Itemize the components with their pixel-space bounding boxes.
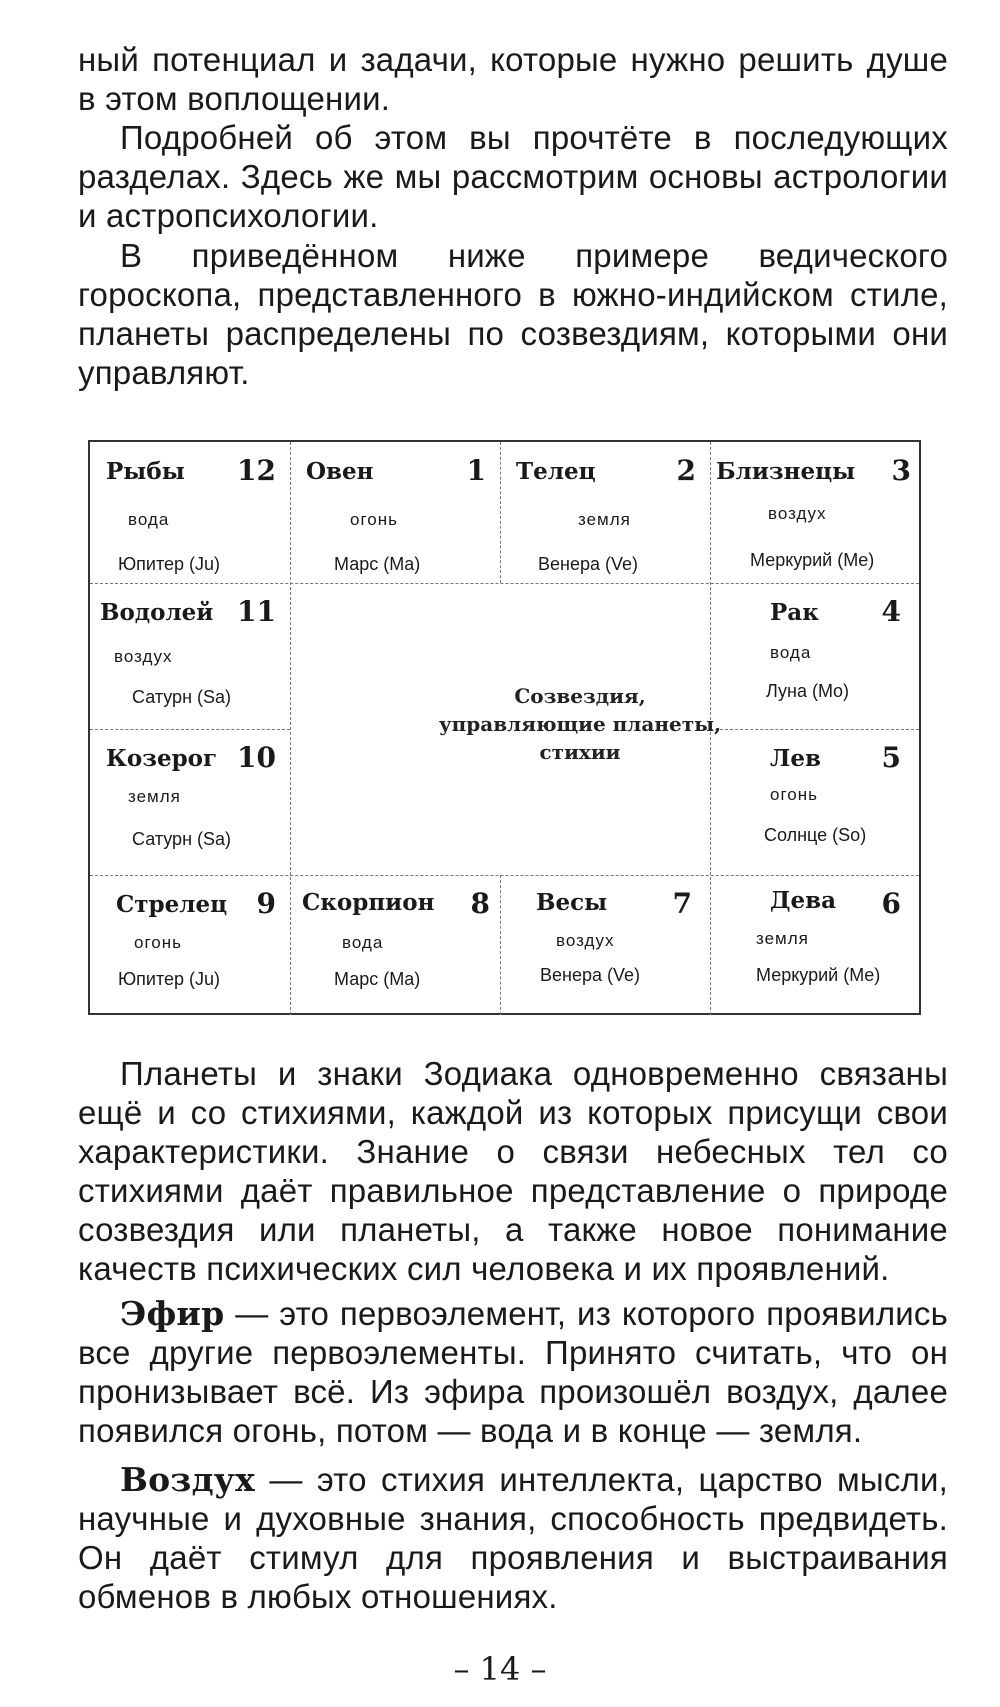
sign-number: 2 bbox=[676, 454, 696, 487]
chart-center-label bbox=[390, 682, 770, 766]
sign-name: Телец bbox=[516, 458, 596, 485]
sign-name: Рак bbox=[770, 599, 819, 626]
sign-planet: Юпитер (Ju) bbox=[118, 554, 221, 574]
sign-number: 8 bbox=[470, 887, 490, 920]
center-label-line: Созвездия, bbox=[514, 684, 646, 708]
paragraph-3 bbox=[78, 236, 948, 392]
term-ether: Эфир bbox=[120, 1294, 225, 1333]
cell-capricorn bbox=[90, 729, 290, 875]
sign-name: Овен bbox=[306, 458, 374, 485]
sign-name: Водолей bbox=[100, 599, 214, 626]
paragraph-1-text: ный потенциал и задачи, которые нужно решить душе в этом воплощении. bbox=[78, 41, 948, 117]
sign-number: 10 bbox=[237, 741, 276, 774]
paragraph-3-text: В приведённом ниже примере ведического гороскопа, представленного в южно-индийском стиле, планеты распределены по созвездиям, которыми они управляют. bbox=[78, 237, 948, 391]
sign-element: земля bbox=[578, 510, 631, 529]
paragraph-6 bbox=[78, 1460, 948, 1616]
sign-planet: Луна (Mo) bbox=[766, 681, 849, 701]
paragraph-1 bbox=[78, 40, 948, 118]
sign-name: Стрелец bbox=[116, 891, 228, 918]
sign-planet: Меркурий (Me) bbox=[756, 965, 881, 985]
term-air: Воздух bbox=[120, 1460, 255, 1499]
cell-sagittarius bbox=[90, 875, 290, 1015]
paragraph-2 bbox=[78, 118, 948, 235]
sign-element: воздух bbox=[114, 647, 173, 666]
sign-planet: Юпитер (Ju) bbox=[118, 969, 221, 989]
sign-name: Лев bbox=[770, 745, 821, 772]
sign-planet: Марс (Ma) bbox=[334, 554, 421, 574]
sign-element: огонь bbox=[134, 933, 182, 952]
sign-number: 12 bbox=[237, 454, 276, 487]
sign-number: 11 bbox=[237, 595, 276, 628]
sign-number: 3 bbox=[891, 454, 911, 487]
sign-name: Скорпион bbox=[302, 889, 435, 916]
center-label-line: стихии bbox=[539, 740, 621, 764]
sign-element: вода bbox=[770, 643, 812, 662]
sign-planet: Венера (Ve) bbox=[538, 554, 639, 574]
sign-number: 6 bbox=[881, 887, 901, 920]
sign-name: Козерог bbox=[106, 745, 218, 772]
paragraph-4 bbox=[78, 1054, 948, 1288]
paragraph-5-text: — это первоэлемент, из которого проявились все другие первоэлементы. Принято считать, что он пронизывает всё. Из эфира произошёл воздух, далее появился огонь, потом — вода и в конце — земля. bbox=[78, 1295, 948, 1449]
sign-name: Дева bbox=[770, 887, 836, 914]
sign-number: 4 bbox=[881, 595, 901, 628]
page-number: – 14 – bbox=[453, 1650, 547, 1688]
sign-planet: Меркурий (Me) bbox=[750, 550, 875, 570]
cell-scorpio bbox=[290, 875, 500, 1015]
cell-aries bbox=[290, 442, 500, 583]
sign-number: 5 bbox=[881, 741, 901, 774]
paragraph-4-text: Планеты и знаки Зодиака одновременно связаны ещё и со стихиями, каждой из которых присущи свои характеристики. Знание о связи небесных тел со стихиями даёт правильное представление о природе созвездия или планеты, а также новое понимание качеств психических сил человека и их проявлений. bbox=[78, 1055, 948, 1287]
cell-aquarius bbox=[90, 583, 290, 729]
sign-element: вода bbox=[128, 510, 170, 529]
cell-taurus bbox=[500, 442, 710, 583]
cell-pisces bbox=[90, 442, 290, 583]
sign-number: 1 bbox=[466, 454, 486, 487]
sign-element: земля bbox=[128, 787, 181, 806]
sign-name: Близнецы bbox=[716, 458, 856, 485]
sign-element: вода bbox=[342, 933, 384, 952]
sign-name: Весы bbox=[536, 889, 608, 916]
paragraph-5 bbox=[78, 1294, 948, 1450]
sign-element: воздух bbox=[768, 504, 827, 523]
sign-element: земля bbox=[756, 929, 809, 948]
sign-number: 9 bbox=[256, 887, 276, 920]
sign-planet: Сатурн (Sa) bbox=[132, 687, 232, 707]
cell-virgo bbox=[710, 875, 919, 1015]
sign-planet: Сатурн (Sa) bbox=[132, 829, 232, 849]
paragraph-2-text: Подробней об этом вы прочтёте в последующих разделах. Здесь же мы рассмотрим основы астрологии и астропсихологии. bbox=[78, 119, 948, 234]
sign-element: огонь bbox=[350, 510, 398, 529]
cell-libra bbox=[500, 875, 710, 1015]
sign-element: огонь bbox=[770, 785, 818, 804]
sign-element: воздух bbox=[556, 931, 615, 950]
sign-planet: Марс (Ma) bbox=[334, 969, 421, 989]
center-label-line: управляющие планеты, bbox=[438, 712, 722, 736]
sign-planet: Венера (Ve) bbox=[540, 965, 641, 985]
paragraph-6-text: — это стихия интеллекта, царство мысли, научные и духовные знания, способность предвидеть. Он даёт стимул для проявления и выстраивания обменов в любых отношениях. bbox=[78, 1461, 948, 1615]
sign-name: Рыбы bbox=[106, 458, 185, 485]
cell-gemini bbox=[710, 442, 919, 583]
sign-planet: Солнце (So) bbox=[764, 825, 867, 845]
sign-number: 7 bbox=[672, 887, 692, 920]
horoscope-chart bbox=[88, 440, 921, 1015]
